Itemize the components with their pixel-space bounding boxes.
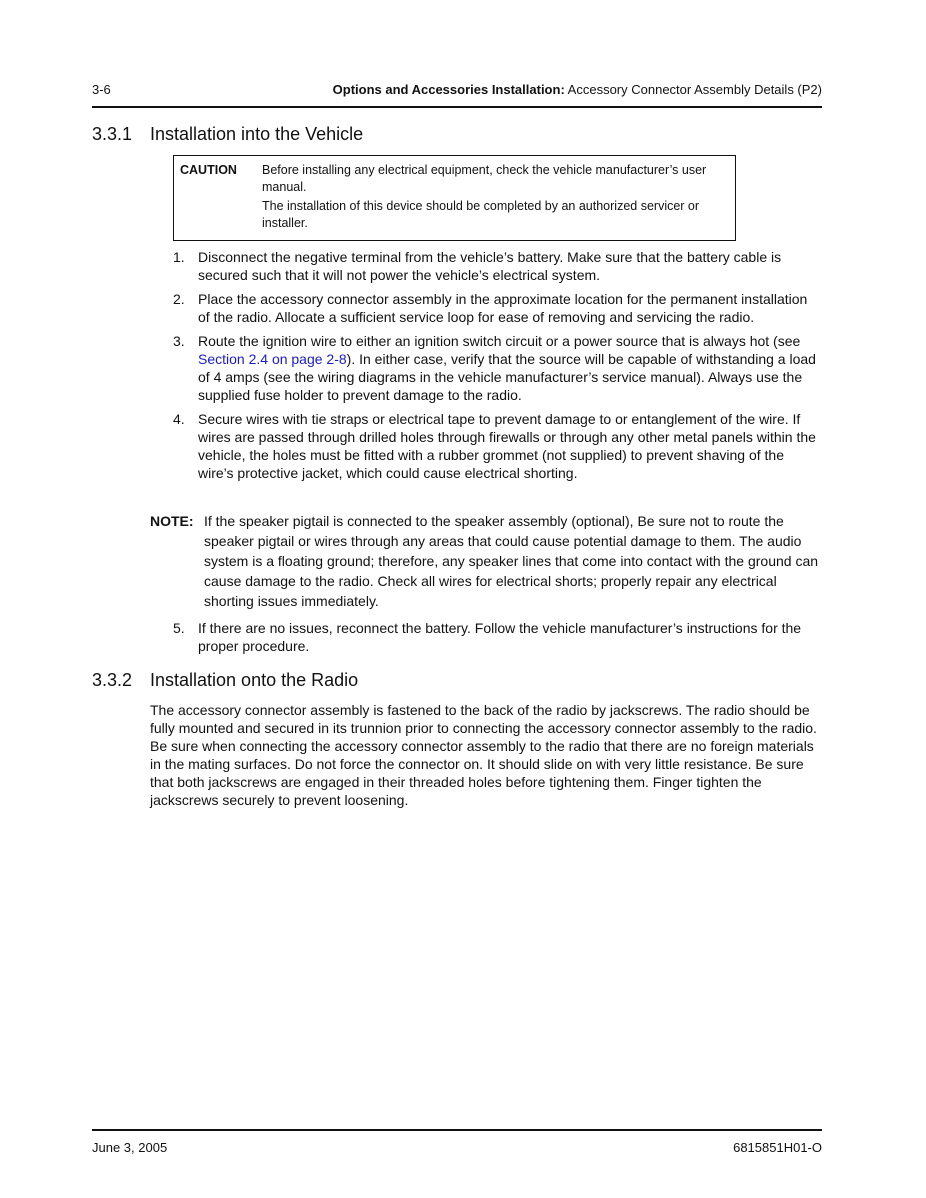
page-number: 3-6 xyxy=(92,82,111,97)
section-heading-3-3-2 xyxy=(92,670,358,691)
footer-rule xyxy=(92,1129,822,1131)
section-paragraph: The accessory connector assembly is fastened to the back of the radio by jackscrews. The radio should be fully mounted and secured in its trunnion prior to connecting the accessory connector assembly to the radio. Be sure when connecting the accessory connector assembly to the radio that there are no foreign materials in the mating surfaces. Do not force the connector on. It should slide on with very little resistance. Be sure that both jackscrews are engaged in their threaded holes before tightening them. Finger tighten the jackscrews securely to prevent loosening. xyxy=(150,702,817,808)
step-text: Disconnect the negative terminal from the vehicle’s battery. Make sure that the battery cable is secured such that it will not power the vehicle’s electrical system. xyxy=(198,249,782,283)
step-text: Route the ignition wire to either an ignition switch circuit or a power source that is always hot (see xyxy=(198,333,801,349)
step-text: ). In either case, verify that the source will be capable of withstanding a load of 4 amps (see the wiring diagrams in the vehicle manufacturer’s service manual). Always use the supplied fuse holder to prevent damage to the radio. xyxy=(198,351,816,403)
caution-text: The installation of this device should be completed by an authorized servicer or installer. xyxy=(262,199,700,230)
step-item xyxy=(173,332,818,404)
step-text: If there are no issues, reconnect the battery. Follow the vehicle manufacturer’s instructions for the proper procedure. xyxy=(198,620,802,654)
step-number: 2. xyxy=(173,291,185,307)
section-link[interactable]: Section 2.4 on page 2-8 xyxy=(198,351,347,367)
section-number: 3.3.2 xyxy=(92,670,133,690)
installation-steps xyxy=(173,248,818,488)
section-number: 3.3.1 xyxy=(92,124,133,144)
caution-label: CAUTION xyxy=(180,163,237,177)
step-number: 1. xyxy=(173,249,185,265)
step-text: Place the accessory connector assembly in the approximate location for the permanent installation of the radio. Allocate a sufficient service loop for ease of removing and servicing the radio. xyxy=(198,291,808,325)
step-number: 4. xyxy=(173,411,185,427)
header-rule xyxy=(92,106,822,108)
footer-date: June 3, 2005 xyxy=(92,1140,168,1155)
note-block xyxy=(150,511,820,611)
header-title-bold: Options and Accessories Installation: xyxy=(332,82,565,97)
footer-doc-id: 6815851H01-O xyxy=(733,1140,822,1155)
step-number: 5. xyxy=(173,620,185,636)
step-item xyxy=(173,248,818,284)
step-item xyxy=(173,619,818,655)
section-title: Installation into the Vehicle xyxy=(150,124,364,144)
step-text: Secure wires with tie straps or electrical tape to prevent damage to or entanglement of the wire. If wires are passed through drilled holes through firewalls or through any other metal panels within the vehicle, the holes must be fitted with a rubber grommet (not supplied) to prevent shaving of the wire’s protective jacket, which could cause electrical shorting. xyxy=(198,411,816,481)
header-title xyxy=(333,82,822,97)
section-heading-3-3-1 xyxy=(92,124,363,145)
caution-text: Before installing any electrical equipment, check the vehicle manufacturer’s user manual. xyxy=(262,163,707,194)
note-text: If the speaker pigtail is connected to the speaker assembly (optional), Be sure not to route the speaker pigtail or wires through any areas that could cause potential damage to them. The audio system is a floating ground; therefore, any speaker lines that come into contact with the ground can cause damage to the radio. Check all wires for electrical shorts; properly repair any electrical shorting issues immediately. xyxy=(204,513,819,609)
caution-box xyxy=(173,155,736,241)
page-footer xyxy=(92,1140,822,1155)
header-title-rest: Accessory Connector Assembly Details (P2) xyxy=(564,82,822,97)
step-number: 3. xyxy=(173,333,185,349)
step-item xyxy=(173,410,818,482)
note-label: NOTE: xyxy=(150,513,194,529)
section-title: Installation onto the Radio xyxy=(150,670,359,690)
step-item xyxy=(173,290,818,326)
installation-steps-continued xyxy=(173,619,818,661)
